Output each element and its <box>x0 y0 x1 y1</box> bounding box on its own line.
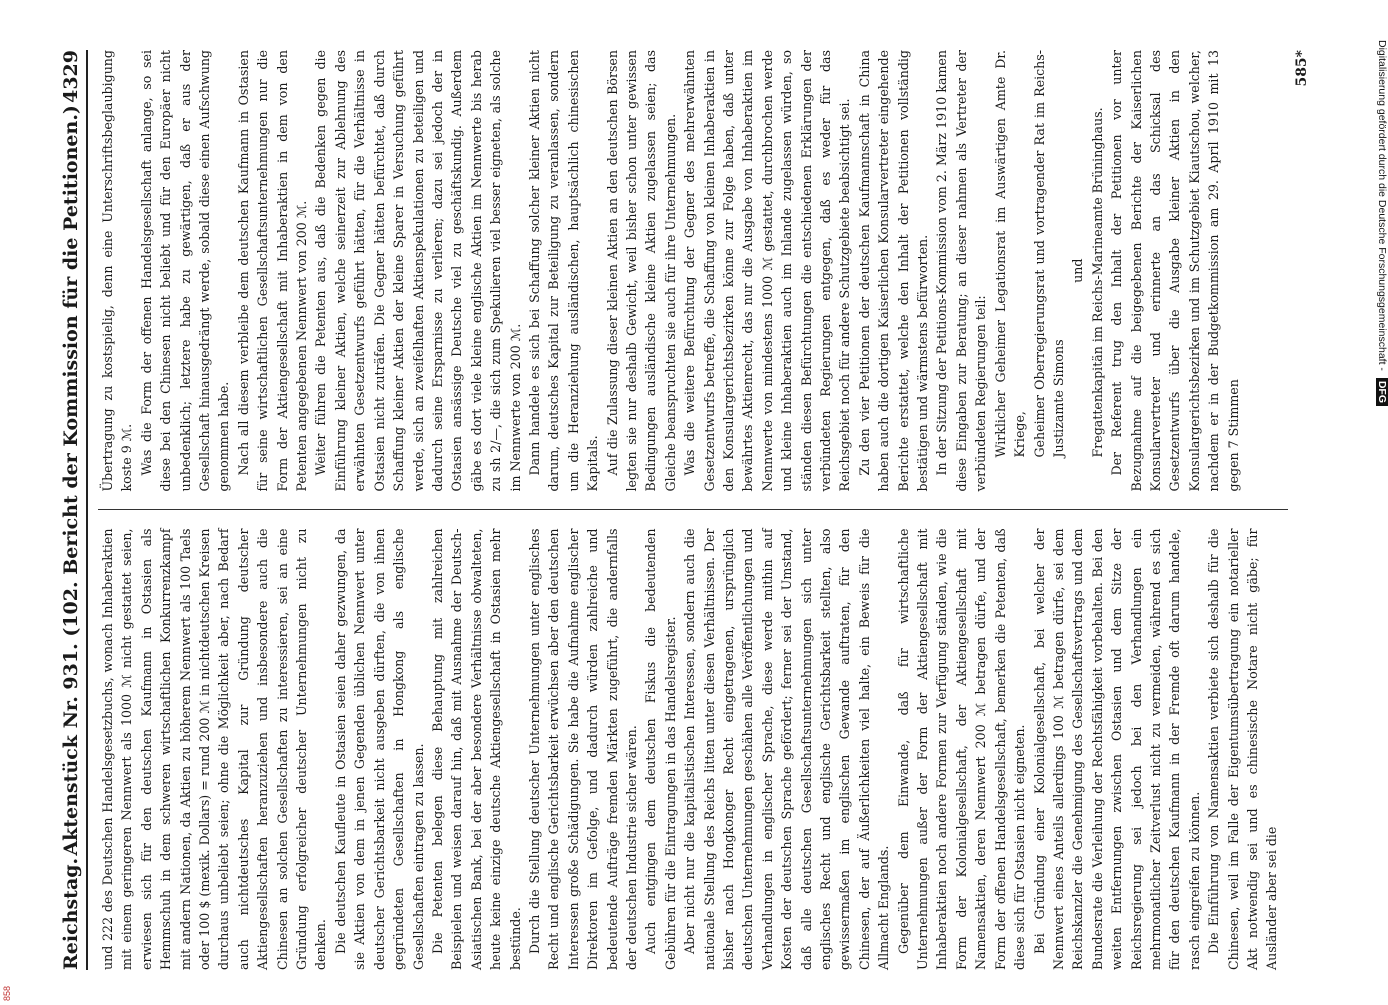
digitization-text: Digitalisierung gefördert durch die Deutsche Forschungsgemeinschaft - <box>1376 40 1388 371</box>
paragraph: Dann handele es sich bei Schaffung solcher kleiner Aktien nicht darum, deutsches Kapital zur Beteiligung zu veranlassen, sondern um die Heranziehung ausländischen, hauptsächlich chinesischen Kapitals. <box>526 50 601 492</box>
scan-page-marker-text: 858 <box>2 985 12 1001</box>
paragraph: In der Sitzung der Petitions-Kommission vom 2. März 1910 kamen diese Eingaben zur Beratung; an dieser nahmen als Vertreter der verbündeten Regierungen teil: <box>934 50 989 492</box>
paragraph: Zu den vier Petitionen der deutschen Kaufmannschaft in China haben auch die dortigen Kaiserlichen Konsularvertreter eingehende Berichte erstattet, welche den Inhalt der Petitionen vollständig bestätigen und wärmstens befürworten. <box>856 50 931 492</box>
paragraph: Durch die Stellung deutscher Unternehmungen unter englisches Recht und englische Gerichtsbarkeit erwüchsen aber den deutschen Interessen große Schädigungen. Sie habe die Aufnahme englischer Direktoren im Gefolge, und dadurch würden zahlreiche und bedeutende Aufträge fremden Märkten zugeführt, die andernfalls der deutschen Industrie sicher wären. <box>526 528 639 970</box>
paragraph: Der Referent trug den Inhalt der Petitionen vor unter Bezugnahme auf die beigegebenen Berichte der Kaiserlichen Konsularvertreter und erinnerte an das Schicksal des Gesetzentwurfs über die Ausgabe kleiner Aktien in den Konsulargerichtsbezirken und im Schutzgebiet Kiautschou, welcher, nachdem er in der Budgetkommission am 29. April 1910 mit 13 gegen 7 Stimmen <box>1109 50 1241 492</box>
conjunction-line: und <box>1070 258 1086 283</box>
dfg-logo: DFG <box>1376 378 1388 406</box>
paragraph: Die Einführung von Namensaktien verbiete sich deshalb für die Chinesen, weil im Falle der Eigentumsübertragung ein notarieller Akt notwendig sei und es chinesische Notare nicht gäbe; für Ausländer aber sei die <box>1206 528 1280 970</box>
paragraph: Gegenüber dem Einwande, daß für wirtschaftliche Unternehmungen außer der Form der Aktiengesellschaft mit Inhaberaktien noch andere Formen zur Verfügung ständen, wie die Form der Kolonialgesellschaft, der Aktiengesellschaft mit Namensaktien, deren Nennwert 200 ℳ betragen dürfe, und der Form der offenen Handelsgesellschaft, bemerken die Petenten, daß diese sich für Ostasien nicht eigneten. <box>895 528 1028 970</box>
paragraph: Aber nicht nur die kapitalistischen Interessen, sondern auch die nationale Stellung des Reichs litten unter diesen Verhältnissen. Der bisher nach Hongkonger Recht eingetragenen, ursprünglich deutschen Unternehmungen geschähen alle Veröffentlichungen und Verhandlungen in englischer Sprache, diese werde mithin auf Kosten der deutschen Sprache gefördert; ferner sei der Umstand, daß alle deutschen Gesellschaftsunternehmungen sich unter englisches Recht und englische Gerichtsbarkeit stellten, also gewissermaßen im englischen Gewande auftraten, für den Chinesen, der auf Äußerlichkeiten viel halte, ein Beweis für die Allmacht Englands. <box>682 528 892 970</box>
signature-mark: 585* <box>1294 50 1310 87</box>
paragraph: Was die Form der offenen Handelsgesellschaft anlange, so sei diese bei den Chinesen nicht beliebt und für den Europäer nicht unbedenklich; letztere habe zu gewärtigen, daß er aus der Gesellschaft hinausgedrängt werde, sobald diese einen Aufschwung genommen habe. <box>138 50 232 492</box>
column-right <box>98 50 1288 492</box>
page-number: 4329 <box>60 50 82 103</box>
column-left <box>98 529 1288 971</box>
text-columns <box>98 50 1288 970</box>
paragraph: Auch entgingen dem deutschen Fiskus die bedeutenden Gebühren für die Eintragungen in das Handelsregister. <box>643 528 678 970</box>
paragraph: Weiter führen die Petenten aus, daß die Bedenken gegen die Einführung kleiner Aktien, welche seinerzeit zur Ablehnung des erwähnten Gesetzentwurfs geführt hätten, für die Verhältnisse in Ostasien nicht zuträfen. Die Gegner hätten befürchtet, daß durch Schaffung kleiner Aktien der kleine Sparer in Versuchung geführt werde, sich an zweifelhaften Aktienspekulationen zu beteiligen und dadurch seine Ersparnisse zu verlieren; dazu sei jedoch der in Ostasien ansässige Deutsche viel zu geschäftskundig. Außerdem gäbe es dort viele kleine englische Aktien im Nennwerte bis herab zu sh 2/—, die sich zum Spekulieren viel besser eigneten, als solche im Nennwerte von 200 ℳ. <box>313 50 523 492</box>
paragraph: Was die weitere Befürchtung der Gegner des mehrerwähnten Gesetzentwurfs betreffe, die Schaffung von kleinen Inhaberaktien in den Konsulargerichtsbezirken könne zur Folge haben, daß unter bewährtes Aktienrecht, das nur die Ausgabe von Inhaberaktien im Nennwerte von mindestens 1000 ℳ gestattet, durchbrochen werde und kleine Inhaberaktien auch im Inlande zugelassen würden, so ständen diesen Befürchtungen die entschiedenen Erklärungen der verbündeten Regierungen entgegen, daß es weder für das Reichsgebiet noch für andere Schutzgebiete beabsichtigt sei. <box>682 50 853 492</box>
attendee-name: Fregattenkapitän im Reichs-Marineamte Brüninghaus. <box>1089 107 1105 458</box>
header-title: Aktenstück Nr. 931. (102. Bericht der Kommission für die Petitionen.) <box>60 105 82 856</box>
paragraph: Auf die Zulassung dieser kleinen Aktien an den deutschen Börsen legten sie nur deshalb Gewicht, weil bisher schon unter gewissen Bedingungen ausländische kleine Aktien zugelassen seien; das Gleiche beanspruchten sie auch für ihre Unternehmungen. <box>604 50 678 492</box>
document-page <box>52 50 1322 970</box>
attendee-name: Wirklicher Geheimer Legationsrat im Auswärtigen Amte Dr. Kriege, <box>992 50 1028 458</box>
column-divider <box>98 510 1288 511</box>
header-left: Reichstag. <box>60 857 82 970</box>
running-header <box>52 50 88 970</box>
paragraph: Die Petenten belegen diese Behauptung mit zahlreichen Beispielen und weisen darauf hin, daß mit Ausnahme der Deutsch-Asiatischen Bank, bei der aber besondere Verhältnisse obwalteten, heute keine einzige deutsche Aktiengesellschaft in Ostasien mehr bestünde. <box>429 528 523 970</box>
paragraph: Bei Gründung einer Kolonialgesellschaft, bei welcher der Nennwert eines Anteils allerdings 100 ℳ betragen dürfe, sei dem Reichskanzler die Genehmigung des Gesellschaftsvertrags und dem Bundesrate die Verleihung der Rechtsfähigkeit vorbehalten. Bei den weiten Entfernungen zwischen Ostasien und dem Sitze der Reichsregierung sei jedoch bei den Verhandlungen ein mehrmonatlicher Zeitverlust nicht zu vermeiden, während es sich für den deutschen Kaufmann in der Fremde oft darum handele, rasch eingreifen zu können. <box>1031 528 1202 970</box>
digitization-note <box>1372 40 1388 700</box>
attendee-name: Geheimer Oberregierungsrat und vortragender Rat im Reichs-Justizamte Simons <box>1031 50 1066 458</box>
paragraph: Die deutschen Kaufleute in Ostasien seien daher gezwungen, da sie Aktien von dem in jenen Gegenden üblichen Nennwert unter deutscher Gerichtsbarkeit nicht ausgeben dürften, die von ihnen gegründeten Gesellschaften in Hongkong als englische Gesellschaften eintragen zu lassen. <box>332 528 426 970</box>
paragraph: Übertragung zu kostspielig, denn eine Unterschriftsbeglaubigung koste 9 ℳ. <box>100 50 135 492</box>
scan-page-marker <box>2 975 16 1005</box>
paragraph: Nach all diesem verbleibe dem deutschen Kaufmann in Ostasien für seine wirtschaftlichen Gesellschaftsunternehmungen nur die Form der Aktiengesellschaft mit Inhaberaktien in dem von den Petenten angegebenen Nennwert von 200 ℳ. <box>235 50 310 492</box>
paragraph: und 222 des Deutschen Handelsgesetzbuchs, wonach Inhaberaktien mit einem geringeren Nennwert als 1000 ℳ nicht gestattet seien, erwiesen sich für den deutschen Kaufmann in Ostasien als Hemmschuh in dem schweren wirtschaftlichen Konkurrenzkampf mit andern Nationen, da Aktien zu höherem Nennwert als 100 Taels oder 100 $ (mexik. Dollars) = rund 200 ℳ in nichtdeutschen Kreisen durchaus unbeliebt seien; ohne die Möglichkeit aber, nach Bedarf auch nichtdeutsches Kapital zur Gründung deutscher Aktiengesellschaften heranzuziehen und insbesondere auch die Chinesen an solchen Gesellschaften zu interessieren, sei an eine Gründung erfolgreicher deutscher Unternehmungen nicht zu denken. <box>100 528 329 970</box>
